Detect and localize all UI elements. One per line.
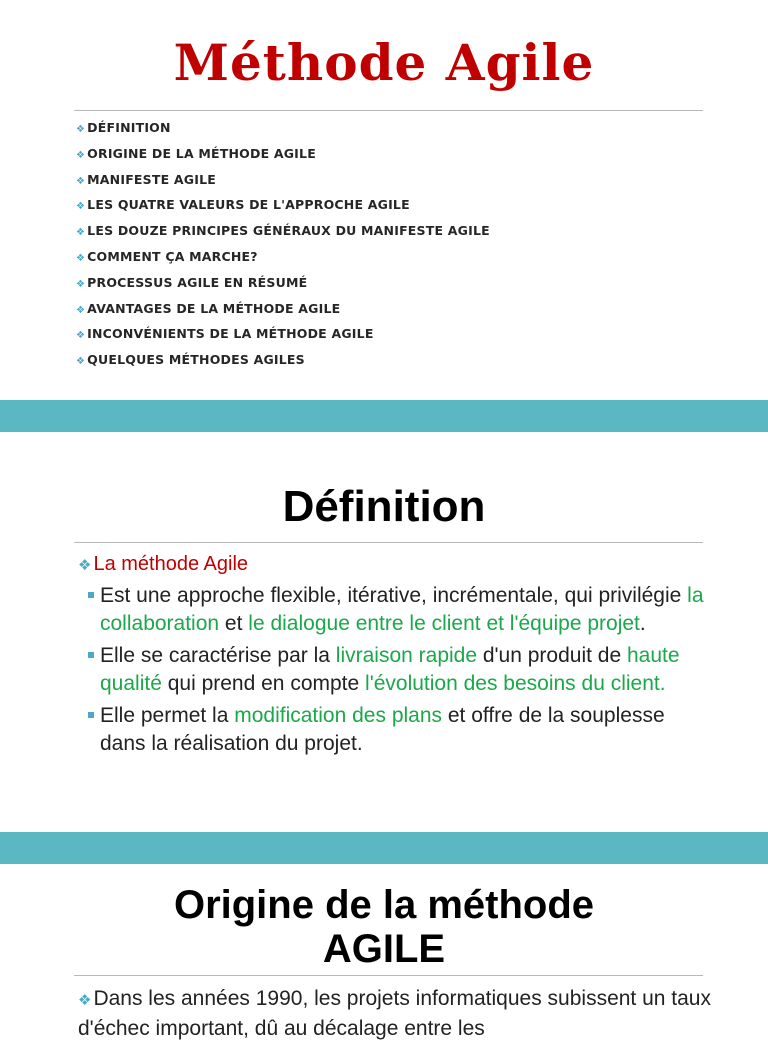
square-bullet-icon	[88, 652, 94, 658]
table-of-contents	[76, 118, 490, 376]
toc-item: ❖ MANIFESTE AGILE	[76, 171, 216, 187]
diamond-bullet-icon: ❖	[76, 124, 86, 135]
list-item: Elle permet la modification des plans et offre de la souplesse dans la réalisation du projet.	[88, 702, 708, 757]
toc-item: ❖ ORIGINE DE LA MÉTHODE AGILE	[76, 145, 316, 161]
diamond-bullet-icon: ❖	[76, 278, 86, 290]
diamond-bullet-icon: ❖	[76, 175, 86, 187]
title-divider	[74, 975, 703, 976]
diamond-bullet-icon: ❖	[76, 252, 86, 264]
toc-item: ❖ LES QUATRE VALEURS DE L'APPROCHE AGILE	[76, 197, 410, 213]
slide-1-title: Méthode Agile	[173, 33, 595, 92]
toc-item: ❖ QUELQUES MÉTHODES AGILES	[76, 352, 305, 368]
toc-item: ❖ LES DOUZE PRINCIPES GÉNÉRAUX DU MANIFESTE AGILE	[76, 223, 490, 239]
definition-subheading: ❖ La méthode Agile	[78, 553, 249, 575]
list-item: Est une approche flexible, itérative, incrémentale, qui privilégie la collaboration et le dialogue entre le client et l'équipe projet.	[88, 582, 708, 637]
toc-item: ❖ PROCESSUS AGILE EN RÉSUMÉ	[76, 274, 308, 290]
diamond-bullet-icon: ❖	[76, 304, 86, 316]
diamond-bullet-icon: ❖	[76, 356, 86, 368]
toc-item: ❖ AVANTAGES DE LA MÉTHODE AGILE	[76, 300, 341, 316]
slide-separator	[0, 832, 768, 864]
title-divider	[74, 110, 703, 111]
slide-2-title: Définition	[282, 482, 486, 531]
slide-1	[0, 0, 768, 400]
origin-text: ❖Dans les années 1990, les projets informatiques subissent un taux d'échec important, dû au décalage entre les	[78, 987, 711, 1040]
square-bullet-icon	[88, 712, 94, 718]
definition-bullets	[88, 582, 708, 762]
toc-item: ❖ DÉFINITION	[76, 120, 171, 135]
diamond-bullet-icon: ❖	[78, 557, 92, 574]
diamond-bullet-icon: ❖	[76, 227, 86, 239]
diamond-bullet-icon: ❖	[76, 201, 86, 213]
square-bullet-icon	[88, 592, 94, 598]
diamond-bullet-icon: ❖	[78, 992, 92, 1009]
slide-separator	[0, 400, 768, 432]
title-divider	[74, 542, 703, 543]
list-item: Elle se caractérise par la livraison rapide d'un produit de haute qualité qui prend en compte l'évolution des besoins du client.	[88, 642, 708, 697]
toc-item: ❖ COMMENT ÇA MARCHE?	[76, 248, 258, 264]
slide-3-title: Origine de la méthode AGILE	[173, 883, 595, 971]
toc-item: ❖ INCONVÉNIENTS DE LA MÉTHODE AGILE	[76, 326, 374, 342]
diamond-bullet-icon: ❖	[76, 330, 86, 342]
diamond-bullet-icon: ❖	[76, 149, 86, 161]
